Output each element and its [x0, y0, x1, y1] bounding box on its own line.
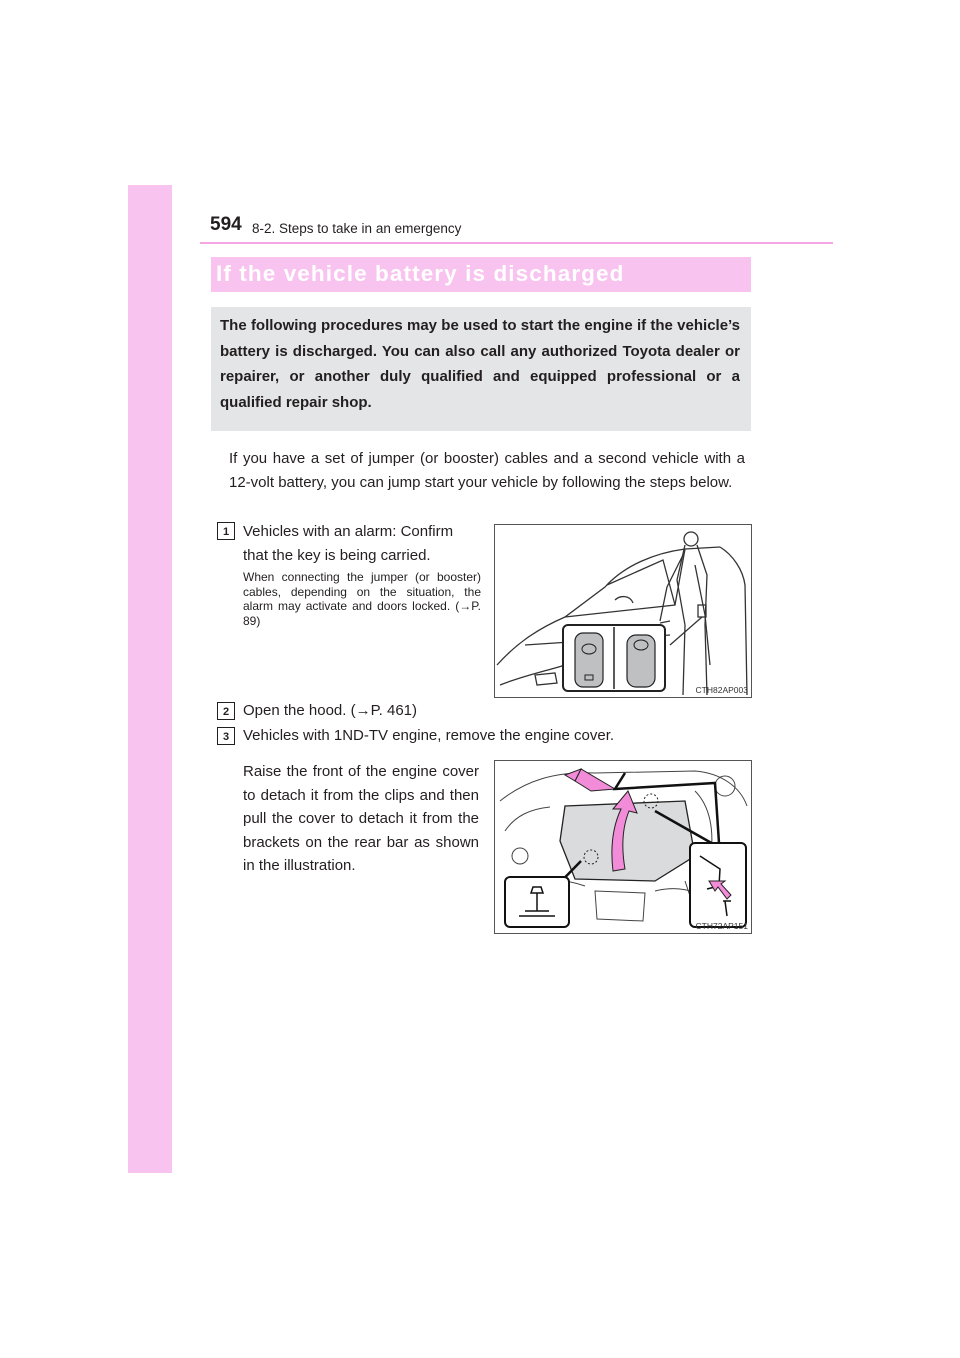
illustration-code: CTH82AP003	[695, 685, 748, 695]
body-paragraph: If you have a set of jumper (or booster) cables and a second vehicle with a 12-volt battery, you can jump start your vehicle by following the steps below.	[229, 450, 745, 491]
step-3-detail: Raise the front of the engine cover to detach it from the clips and then pull the cover to detach it from the brackets on the rear bar as shown in the illustration.	[243, 763, 479, 874]
step-1-illustration	[494, 524, 752, 698]
step-1-text: Vehicles with an alarm: Confirm that the key is being carried.	[243, 523, 454, 564]
page-number: 594	[210, 214, 242, 235]
chapter-label: 8-2. Steps to take in an emergency	[252, 221, 462, 236]
step-3-text: Vehicles with 1ND-TV engine, remove the engine cover.	[243, 727, 615, 744]
step-2-number: 2	[217, 702, 235, 720]
step-3-illustration	[494, 760, 752, 934]
step-2-text: Open the hood. (→P. 461)	[243, 702, 418, 719]
engine-cover-removal-illustration	[495, 761, 751, 933]
step-3-number: 3	[217, 727, 235, 745]
key-fob-icon	[627, 635, 655, 687]
header-rule	[200, 242, 833, 244]
step-1-note: When connecting the jumper (or booster) cables, depending on the situation, the alarm may activate and doors locked. (→P. 89)	[243, 570, 481, 628]
intro-text: The following procedures may be used to start the engine if the vehicle’s battery is discharged. You can also call any authorized Toyota dealer or repairer, or another duly qualified and equipped professional or a qualified repair shop.	[220, 317, 740, 411]
section-title: If the vehicle battery is discharged	[216, 261, 625, 286]
person-opening-car-door-illustration	[495, 525, 751, 697]
illustration-code: CTH72AP151	[695, 921, 748, 931]
step-1-number: 1	[217, 522, 235, 540]
smart-key-icon	[575, 633, 603, 687]
chapter-side-tab	[128, 185, 172, 1173]
